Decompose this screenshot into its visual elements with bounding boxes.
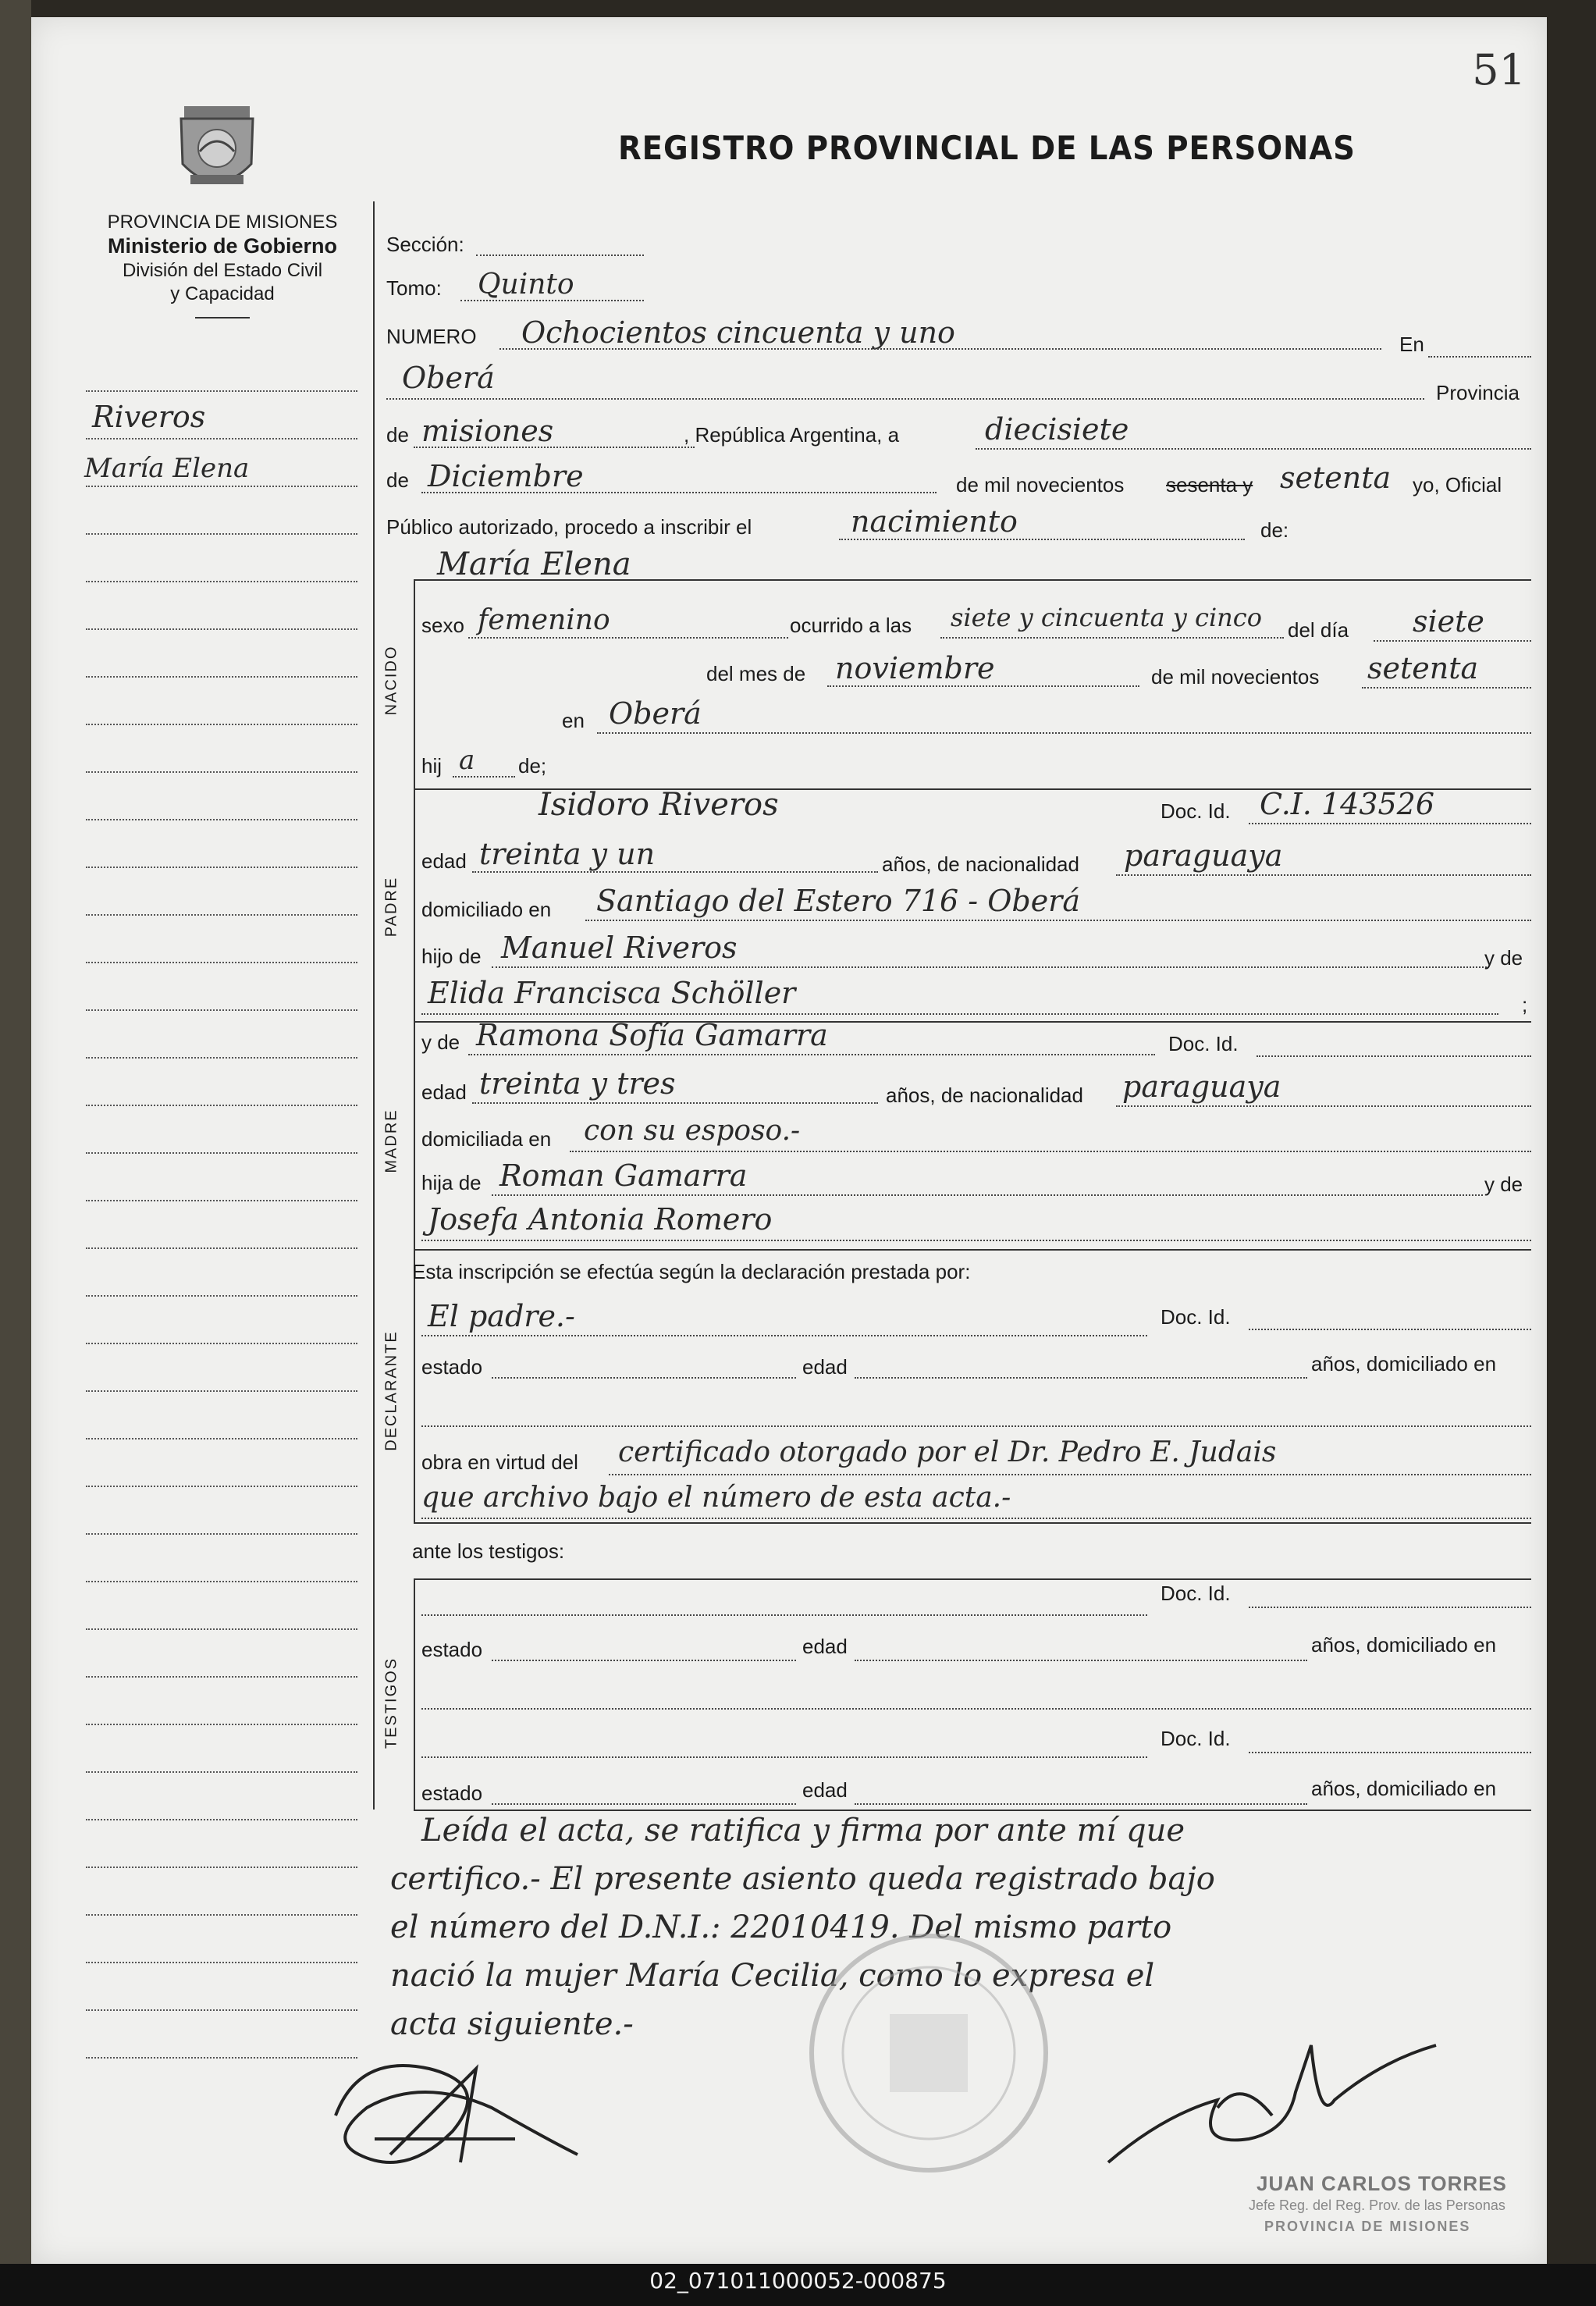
- document-title: REGISTRO PROVINCIAL DE LAS PERSONAS: [618, 129, 1356, 167]
- margin-line: [86, 1438, 357, 1439]
- hij-value: a: [459, 745, 475, 776]
- madre-hija-line: [492, 1194, 1483, 1196]
- lugar-line: [597, 732, 1531, 734]
- padre-madre-line: [421, 1013, 1498, 1015]
- issuing-agency: [70, 211, 375, 318]
- side-label-testigos: TESTIGOS: [382, 1657, 400, 1749]
- declarante-obra-line: [609, 1474, 1531, 1475]
- madre-yde-label: y de: [421, 1030, 460, 1054]
- year-value: setenta: [1280, 461, 1392, 495]
- madre-dom-value: con su esposo.-: [584, 1115, 801, 1147]
- declarante-edad-line: [855, 1377, 1307, 1379]
- rule-testigos-top: [414, 1578, 1531, 1580]
- margin-line: [86, 1581, 357, 1582]
- margin-line: [86, 1105, 357, 1106]
- declarante-doc-label: Doc. Id.: [1161, 1305, 1231, 1329]
- de-nacido-label: de;: [518, 754, 547, 778]
- side-label-madre: MADRE: [382, 1109, 400, 1173]
- madre-doc-label: Doc. Id.: [1168, 1032, 1239, 1055]
- closing-line-3: el número del D.N.I.: 22010419. Del mismo parto: [390, 1909, 1172, 1945]
- de-label: de: [386, 423, 409, 447]
- scan-id: 02_071011000052-000875: [649, 2268, 947, 2294]
- margin-line: [86, 962, 357, 963]
- margin-line: [86, 390, 357, 392]
- margin-surname: Riveros: [92, 400, 206, 434]
- anio-value: setenta: [1367, 651, 1479, 685]
- testigo1-dom-label: años, domiciliado en: [1311, 1633, 1497, 1657]
- lugar-value: Oberá: [609, 696, 702, 731]
- numero-label: NUMERO: [386, 325, 477, 348]
- testigo1-doc-label: Doc. Id.: [1161, 1582, 1231, 1605]
- mes-line: [827, 685, 1139, 687]
- declarante-obra-label: obra en virtud del: [421, 1450, 578, 1474]
- testigo2-estado-line: [492, 1803, 796, 1805]
- declarante-name: El padre.-: [428, 1299, 575, 1333]
- sexo-value: femenino: [478, 604, 610, 636]
- dia-line: [1374, 640, 1531, 642]
- madre-edad-value: treinta y tres: [479, 1066, 676, 1101]
- testigos-vertical-rule: [414, 1578, 415, 1810]
- testigo1-edad-line: [855, 1660, 1307, 1661]
- act-value: nacimiento: [851, 504, 1018, 539]
- padre-yde-label: y de: [1484, 946, 1523, 970]
- agency-ministry: Ministerio de Gobierno: [107, 234, 338, 258]
- declarante-name-line: [421, 1335, 1147, 1336]
- declarante-estado-label: estado: [421, 1355, 483, 1379]
- padre-nac-line: [1116, 874, 1531, 876]
- declarante-intro: Esta inscripción se efectúa según la declaración prestada por:: [412, 1260, 971, 1283]
- testigo2-doc-line: [1249, 1752, 1531, 1753]
- padre-hijo-value: Manuel Riveros: [501, 931, 738, 965]
- hij-line: [453, 776, 515, 778]
- declarante-doc-line: [1249, 1329, 1531, 1330]
- margin-line: [86, 581, 357, 582]
- margin-line: [86, 1819, 357, 1820]
- margin-line: [86, 1247, 357, 1249]
- agency-province: PROVINCIA DE MISIONES: [107, 212, 338, 233]
- seccion-label: Sección:: [386, 233, 464, 256]
- margin-line: [86, 771, 357, 773]
- padre-hijo-line: [492, 966, 1487, 968]
- margin-line: [86, 1771, 357, 1773]
- side-label-padre: PADRE: [382, 876, 400, 938]
- testigo1-dom-line: [421, 1708, 1531, 1710]
- closing-line-4: nació la mujer María Cecilia, como lo expresa el: [390, 1958, 1155, 1994]
- day-value: diecisiete: [985, 412, 1129, 447]
- padre-doc-line: [1249, 823, 1531, 824]
- padre-dom-label: domiciliado en: [421, 898, 552, 921]
- margin-line: [86, 1676, 357, 1678]
- year-label: de mil novecientos: [956, 473, 1125, 496]
- mes-value: noviembre: [835, 651, 995, 685]
- anio-line: [1362, 687, 1531, 689]
- mes-label: del mes de: [706, 662, 806, 685]
- tomo-label: Tomo:: [386, 276, 442, 300]
- en-line: [1428, 356, 1531, 358]
- madre-doc-line: [1257, 1055, 1531, 1057]
- seccion-line: [476, 254, 644, 256]
- testigo2-edad-label: edad: [802, 1778, 848, 1802]
- side-label-declarante: DECLARANTE: [382, 1330, 400, 1451]
- madre-hija-value: Roman Gamarra: [499, 1158, 748, 1193]
- madre-edad-label: edad: [421, 1080, 467, 1104]
- tomo-line: [460, 300, 644, 301]
- padre-name: Isidoro Riveros: [539, 787, 779, 823]
- officer-title: Jefe Reg. del Reg. Prov. de las Personas: [1249, 2197, 1505, 2213]
- page-number: 51: [1472, 45, 1526, 94]
- oficial-label: yo, Oficial: [1413, 473, 1502, 496]
- side-label-nacido: NACIDO: [382, 645, 400, 716]
- declarante-obra-value-2: que archivo bajo el número de esta acta.-: [421, 1482, 1011, 1514]
- margin-line: [86, 1486, 357, 1487]
- padre-dom-line: [585, 920, 1531, 921]
- margin-line: [86, 1533, 357, 1535]
- main-vertical-rule: [373, 201, 375, 1810]
- padre-edad-label: edad: [421, 849, 467, 873]
- republica-label: , República Argentina, a: [684, 423, 900, 447]
- testigos-intro: ante los testigos:: [412, 1539, 565, 1563]
- margin-line: [86, 486, 357, 487]
- agency-divider: [195, 317, 250, 318]
- margin-line: [86, 438, 357, 439]
- margin-line: [86, 1867, 357, 1868]
- margin-line: [86, 676, 357, 678]
- padre-hijo-label: hijo de: [421, 945, 482, 968]
- margin-line: [86, 819, 357, 820]
- dia-value: siete: [1413, 604, 1484, 639]
- declarante-dom-label: años, domiciliado en: [1311, 1352, 1497, 1375]
- testigo2-estado-label: estado: [421, 1781, 483, 1805]
- margin-line: [86, 867, 357, 868]
- margin-line: [86, 1057, 357, 1059]
- madre-madre-value: Josefa Antonia Romero: [428, 1202, 773, 1237]
- hora-line: [940, 637, 1284, 639]
- provincial-seal-icon: [170, 100, 264, 201]
- anio-label: de mil novecientos: [1151, 665, 1320, 689]
- place-value: Oberá: [402, 361, 495, 395]
- margin-line: [86, 1914, 357, 1916]
- madre-dom-line: [570, 1151, 1531, 1152]
- margin-line: [86, 1343, 357, 1344]
- officer-name: JUAN CARLOS TORRES: [1257, 2172, 1507, 2195]
- province-value: misiones: [421, 414, 554, 448]
- hij-label: hij: [421, 754, 443, 778]
- madre-edad-line: [472, 1102, 878, 1104]
- margin-line: [86, 724, 357, 725]
- act-line: [839, 539, 1245, 540]
- margin-line: [86, 1724, 357, 1725]
- place-line: [386, 398, 1424, 400]
- rule-testigos-bottom: [414, 1810, 1531, 1811]
- closing-line-1: Leída el acta, se ratifica y firma por ante mí que: [421, 1813, 1185, 1849]
- sexo-label: sexo: [421, 614, 464, 637]
- declarante-estado-line: [492, 1377, 796, 1379]
- padre-doc-value: C.I. 143526: [1260, 787, 1435, 821]
- testigo1-name-line: [421, 1614, 1147, 1616]
- padre-nac-value: paraguaya: [1124, 838, 1283, 873]
- margin-line: [86, 1628, 357, 1630]
- numero-value: Ochocientos cincuenta y uno: [521, 315, 955, 350]
- declarante-obra-line-2: [421, 1518, 1531, 1519]
- margin-line: [86, 1152, 357, 1154]
- de-label-2: de: [386, 468, 409, 492]
- margin-line: [86, 1009, 357, 1011]
- en-label: En: [1399, 333, 1424, 356]
- officer-province: PROVINCIA DE MISIONES: [1264, 2219, 1471, 2234]
- madre-nac-value: paraguaya: [1122, 1069, 1281, 1104]
- signature-left-icon: [312, 2022, 609, 2194]
- declarante-dom-line: [421, 1425, 1531, 1427]
- month-line: [421, 492, 937, 493]
- margin-line: [86, 1295, 357, 1297]
- testigo2-edad-line: [855, 1803, 1307, 1805]
- padre-edad-line: [472, 871, 878, 873]
- testigo2-dom-label: años, domiciliado en: [1311, 1777, 1497, 1800]
- padre-nac-label: años, de nacionalidad: [882, 852, 1079, 876]
- margin-line: [86, 533, 357, 535]
- book-spine: [0, 0, 31, 2306]
- margin-given-names: María Elena: [84, 453, 250, 484]
- year-struck: sesenta y: [1166, 473, 1253, 496]
- testigo1-edad-label: edad: [802, 1635, 848, 1658]
- testigo1-estado-label: estado: [421, 1638, 483, 1661]
- closing-line-2: certifico.- El presente asiento queda registrado bajo: [390, 1861, 1215, 1897]
- publico-label: Público autorizado, procedo a inscribir el: [386, 515, 752, 539]
- en-nacido-label: en: [562, 709, 585, 732]
- madre-yde2-label: y de: [1484, 1173, 1523, 1196]
- month-value: Diciembre: [428, 459, 584, 493]
- madre-nac-line: [1116, 1105, 1531, 1107]
- padre-doc-label: Doc. Id.: [1161, 799, 1231, 823]
- padre-madre-value: Elida Francisca Schöller: [428, 976, 796, 1010]
- numero-line: [499, 348, 1381, 350]
- testigo2-name-line: [421, 1756, 1147, 1758]
- declarante-obra-value: certificado otorgado por el Dr. Pedro E. Judais: [618, 1436, 1277, 1468]
- margin-line: [86, 2009, 357, 2011]
- nacido-name: María Elena: [437, 546, 631, 582]
- margin-line: [86, 1200, 357, 1201]
- testigo2-doc-label: Doc. Id.: [1161, 1727, 1231, 1750]
- padre-dom-value: Santiago del Estero 716 - Oberá: [596, 884, 1081, 918]
- testigo1-doc-line: [1249, 1607, 1531, 1608]
- madre-nac-label: años, de nacionalidad: [886, 1084, 1083, 1107]
- rule-madre-bottom: [414, 1249, 1531, 1251]
- day-line: [976, 448, 1531, 450]
- rule-declarante-bottom: [414, 1522, 1531, 1524]
- official-stamp-icon: [796, 1920, 1061, 2186]
- margin-line: [86, 914, 357, 916]
- madre-dom-label: domiciliada en: [421, 1127, 552, 1151]
- madre-hija-label: hija de: [421, 1171, 482, 1194]
- ocurrido-label: ocurrido a las: [790, 614, 912, 637]
- hora-value: siete y cincuenta y cinco: [951, 603, 1262, 632]
- tomo-value: Quinto: [478, 269, 574, 301]
- madre-name-line: [468, 1054, 1155, 1055]
- margin-line: [86, 628, 357, 630]
- madre-madre-line: [421, 1240, 1531, 1241]
- agency-division: División del Estado Civil: [122, 260, 323, 281]
- madre-name: Ramona Sofía Gamarra: [476, 1018, 828, 1052]
- declarante-edad-label: edad: [802, 1355, 848, 1379]
- margin-line: [86, 1390, 357, 1392]
- agency-division-2: y Capacidad: [170, 283, 275, 304]
- provincia-label: Provincia: [1436, 381, 1520, 404]
- padre-edad-value: treinta y un: [479, 837, 656, 871]
- margin-line: [86, 1962, 357, 1963]
- section-vertical-rule: [414, 579, 415, 1522]
- de-colon-label: de:: [1260, 518, 1289, 542]
- padre-semicolon: ;: [1522, 993, 1528, 1016]
- sexo-line: [468, 637, 788, 639]
- testigo1-estado-line: [492, 1660, 796, 1661]
- del-dia-label: del día: [1288, 618, 1349, 642]
- closing-line-5: acta siguiente.-: [390, 2006, 634, 2042]
- signature-right-icon: [1100, 2030, 1459, 2170]
- province-line: [414, 447, 695, 448]
